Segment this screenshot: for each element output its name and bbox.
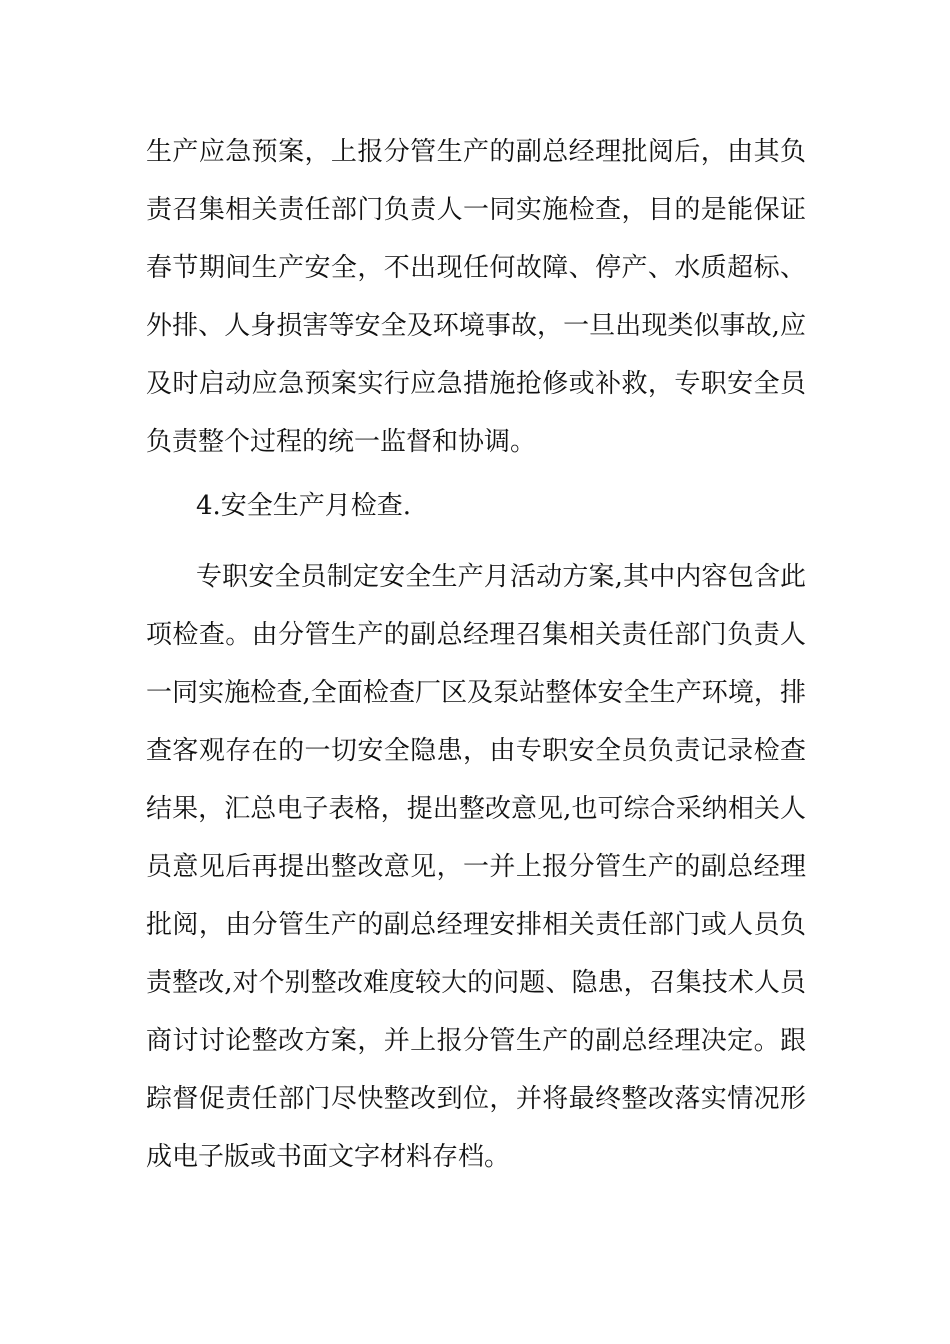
section-heading: 4.安全生产月检查. bbox=[196, 491, 412, 521]
paragraph-line-10: 查客观存在的一切安全隐患，由专职安全员负责记录检查 bbox=[146, 736, 806, 766]
paragraph-line-2: 责召集相关责任部门负责人一同实施检查，目的是能保证 bbox=[146, 195, 806, 225]
paragraph-line-7: 专职安全员制定安全生产月活动方案,其中内容包含此 bbox=[196, 562, 806, 592]
paragraph-line-9: 一同实施检查,全面检查厂区及泵站整体安全生产环境，排 bbox=[146, 678, 806, 708]
paragraph-line-16: 踪督促责任部门尽快整改到位，并将最终整改落实情况形 bbox=[146, 1084, 806, 1114]
paragraph-line-17: 成电子版或书面文字材料存档。 bbox=[146, 1142, 511, 1172]
paragraph-line-3: 春节期间生产安全，不出现任何故障、停产、水质超标、 bbox=[146, 253, 806, 283]
paragraph-line-14: 责整改,对个别整改难度较大的问题、隐患，召集技术人员 bbox=[146, 968, 806, 998]
paragraph-line-11: 结果，汇总电子表格，提出整改意见,也可综合采纳相关人 bbox=[146, 794, 806, 824]
paragraph-line-5: 及时启动应急预案实行应急措施抢修或补救，专职安全员 bbox=[146, 369, 806, 399]
paragraph-line-8: 项检查。由分管生产的副总经理召集相关责任部门负责人 bbox=[146, 620, 806, 650]
paragraph-line-15: 商讨讨论整改方案，并上报分管生产的副总经理决定。跟 bbox=[146, 1026, 806, 1056]
paragraph-line-12: 员意见后再提出整改意见，一并上报分管生产的副总经理 bbox=[146, 852, 806, 882]
paragraph-line-4: 外排、人身损害等安全及环境事故，一旦出现类似事故,应 bbox=[146, 311, 806, 341]
paragraph-line-13: 批阅，由分管生产的副总经理安排相关责任部门或人员负 bbox=[146, 910, 806, 940]
paragraph-line-6: 负责整个过程的统一监督和协调。 bbox=[146, 427, 537, 457]
paragraph-line-1: 生产应急预案，上报分管生产的副总经理批阅后，由其负 bbox=[146, 137, 806, 167]
